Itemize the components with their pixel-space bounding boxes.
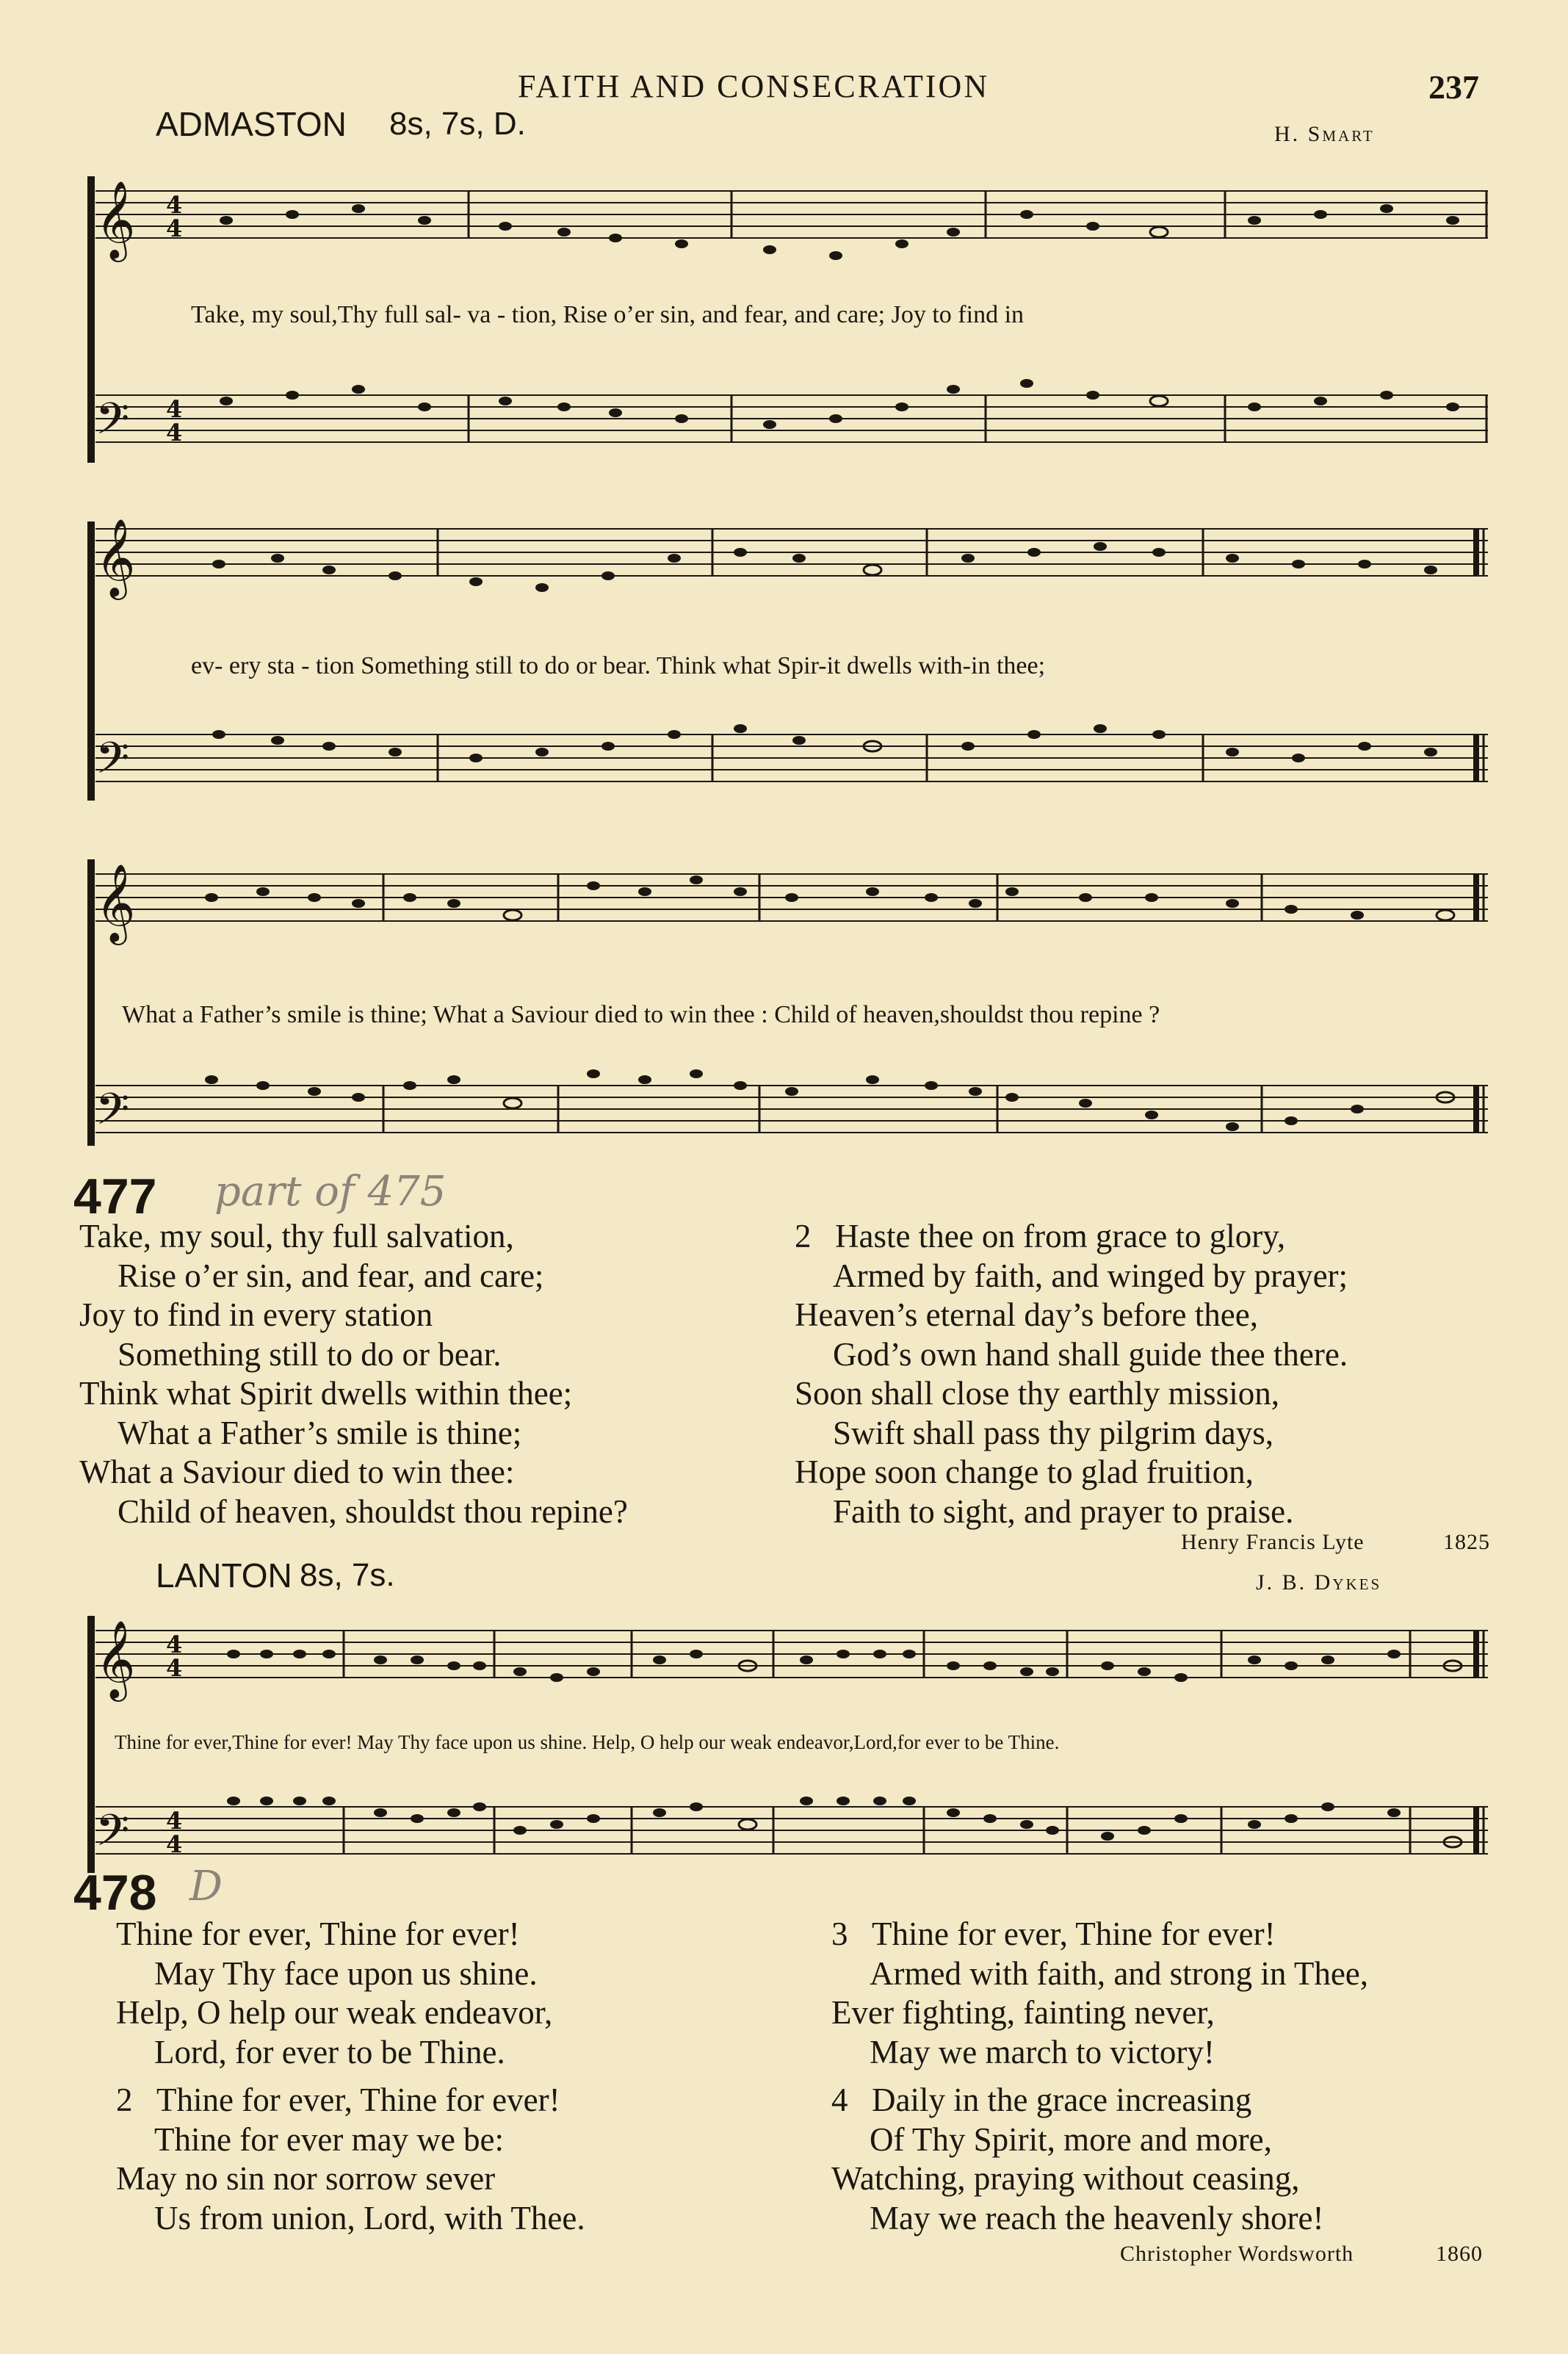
music-system-2 — [79, 514, 1489, 837]
verse-line: Haste thee on from grace to glory, — [835, 1218, 1286, 1254]
hymn-478-author: Christopher Wordsworth — [1120, 2242, 1354, 2266]
svg-text:𝄞: 𝄞 — [95, 518, 136, 596]
svg-text:𝄢: 𝄢 — [95, 1805, 130, 1866]
verse-line: Hope soon change to glad fruition, — [795, 1454, 1254, 1490]
verse-line: Ever fighting, fainting never, — [831, 1994, 1215, 2031]
treble-bass-staff-1 — [79, 169, 1489, 499]
svg-text:4: 4 — [166, 1830, 183, 1858]
hymn-478-verse-2 — [116, 2081, 585, 2238]
composer-lanton: J. B. Dykes — [1256, 1570, 1382, 1595]
pencil-annotation-478: D — [189, 1863, 223, 1910]
verse-line: Us from union, Lord, with Thee. — [154, 2199, 585, 2236]
hymn-478-verse-4 — [831, 2081, 1323, 2238]
hymn-478-verse-3 — [831, 1915, 1368, 2072]
svg-text:4: 4 — [166, 1631, 183, 1658]
verse-line: Soon shall close thy earthly mission, — [795, 1375, 1279, 1412]
verse-line: Of Thy Spirit, more and more, — [870, 2120, 1272, 2158]
hymn-478-verse-1 — [116, 1915, 552, 2072]
verse-number: 4 — [831, 2082, 848, 2118]
svg-text:𝄞: 𝄞 — [95, 1620, 136, 1698]
verse-line: Joy to find in every station — [79, 1296, 433, 1333]
verse-line: What a Father’s smile is thine; — [118, 1414, 522, 1451]
verse-line: Child of heaven, shouldst thou repine? — [118, 1492, 628, 1530]
verse-number: 2 — [116, 2082, 133, 2118]
svg-text:4: 4 — [166, 214, 183, 242]
verse-line: Faith to sight, and prayer to praise. — [833, 1492, 1294, 1530]
verse-line: Help, O help our weak endeavor, — [116, 1994, 553, 2031]
svg-text:𝄞: 𝄞 — [95, 180, 136, 259]
verse-line: May we march to victory! — [870, 2033, 1215, 2070]
verse-line: Thine for ever, Thine for ever! — [156, 2082, 560, 2118]
verse-line: Armed by faith, and winged by prayer; — [833, 1257, 1348, 1294]
hymn-number-478: 478 — [73, 1865, 157, 1921]
verse-line: Lord, for ever to be Thine. — [154, 2033, 505, 2070]
verse-line: Think what Spirit dwells within thee; — [79, 1375, 573, 1412]
hymn-478-year: 1860 — [1436, 2242, 1483, 2266]
music-system-4 — [79, 1609, 1489, 1895]
svg-text:4: 4 — [166, 191, 183, 219]
hymn-477-verse-2 — [795, 1217, 1348, 1531]
verse-line: What a Saviour died to win thee: — [79, 1454, 515, 1490]
svg-text:𝄢: 𝄢 — [95, 732, 130, 794]
hymn-number-477: 477 — [73, 1169, 157, 1224]
verse-line: Thine for ever may we be: — [154, 2120, 505, 2158]
hymn-477-verse-1 — [79, 1217, 628, 1531]
svg-text:4: 4 — [166, 1654, 183, 1682]
verse-line: Swift shall pass thy pilgrim days, — [833, 1414, 1273, 1451]
verse-number: 3 — [831, 1916, 848, 1952]
verse-line: May no sin nor sorrow sever — [116, 2160, 496, 2197]
verse-line: Rise o’er sin, and fear, and care; — [118, 1257, 544, 1294]
hymn-477-author: Henry Francis Lyte — [1181, 1530, 1365, 1554]
verse-line: God’s own hand shall guide thee there. — [833, 1335, 1348, 1373]
verse-line: Armed with faith, and strong in Thee, — [870, 1954, 1369, 1992]
hymn-477-year: 1825 — [1443, 1530, 1490, 1554]
verse-line: Take, my soul, thy full salvation, — [79, 1218, 514, 1254]
verse-line: May we reach the heavenly shore! — [870, 2199, 1324, 2236]
svg-text:4: 4 — [166, 1807, 183, 1835]
tune-meter-admaston: 8s, 7s, D. — [389, 106, 526, 142]
verse-line: May Thy face upon us shine. — [154, 1954, 538, 1992]
tune-name-admaston: ADMASTON — [156, 105, 347, 143]
svg-text:𝄞: 𝄞 — [95, 863, 136, 942]
underlay-line-2: ev- ery sta - tion Something still to do or bear. Think what Spir-it dwells with-in thee; — [191, 652, 1046, 679]
music-system-1 — [79, 169, 1489, 499]
underlay-line-4: Thine for ever,Thine for ever! May Thy face upon us shine. Help, O help our weak endeavor,Lord,for ever to be Thine. — [115, 1731, 1060, 1753]
verse-line: Thine for ever, Thine for ever! — [116, 1916, 520, 1952]
svg-text:4: 4 — [166, 419, 183, 447]
svg-text:𝄢: 𝄢 — [95, 1083, 130, 1145]
verse-number: 2 — [795, 1218, 812, 1254]
tune-name-lanton: LANTON — [156, 1556, 292, 1595]
svg-text:4: 4 — [166, 395, 183, 423]
verse-line: Daily in the grace increasing — [872, 2082, 1252, 2118]
verse-line: Something still to do or bear. — [118, 1335, 502, 1373]
page-header: FAITH AND CONSECRATION — [518, 68, 990, 104]
tune-meter-lanton: 8s, 7s. — [300, 1557, 395, 1593]
verse-line: Watching, praying without ceasing, — [831, 2160, 1300, 2197]
composer-admaston: H. Smart — [1274, 122, 1375, 146]
music-system-3 — [79, 852, 1489, 1183]
pencil-annotation-477: part of 475 — [214, 1168, 447, 1216]
svg-text:𝄢: 𝄢 — [95, 393, 130, 455]
verse-line: Heaven’s eternal day’s before thee, — [795, 1296, 1258, 1333]
verse-line: Thine for ever, Thine for ever! — [872, 1916, 1276, 1952]
page-number: 237 — [1428, 68, 1479, 106]
underlay-line-3: What a Father’s smile is thine; What a Saviour died to win thee : Child of heaven,shouldst thou repine ? — [122, 1001, 1160, 1028]
underlay-line-1: Take, my soul,Thy full sal- va - tion, Rise o’er sin, and fear, and care; Joy to find in — [191, 301, 1025, 328]
